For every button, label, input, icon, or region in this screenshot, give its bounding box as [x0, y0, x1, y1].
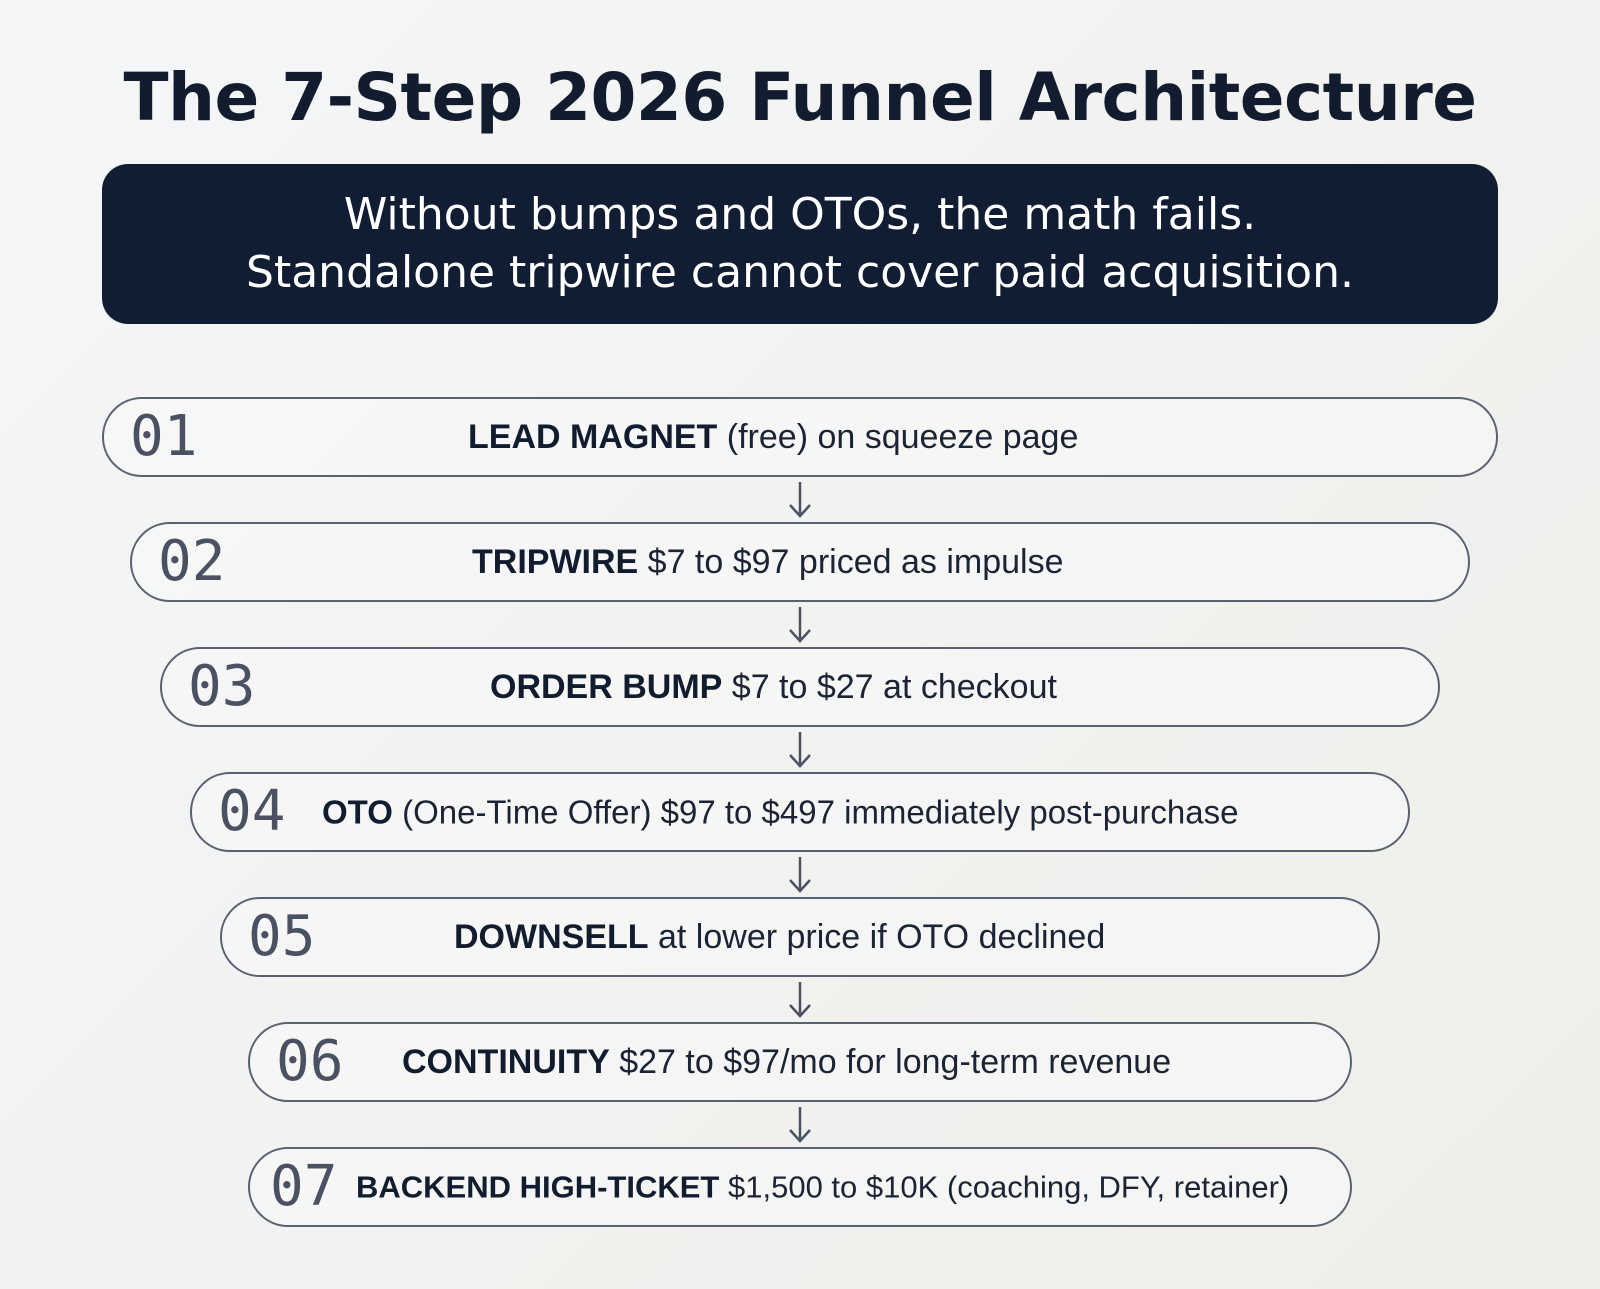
step-text: [472, 545, 1063, 579]
step-label: ORDER BUMP: [490, 668, 723, 706]
step-text: [490, 670, 1057, 704]
funnel-step-05: [220, 897, 1380, 977]
step-label: LEAD MAGNET: [468, 418, 718, 456]
page-title: The 7-Step 2026 Funnel Architecture: [123, 59, 1477, 136]
key-message-banner: [102, 164, 1498, 324]
step-detail: (One-Time Offer) $97 to $497 immediately post-purchase: [402, 793, 1239, 831]
step-detail: $1,500 to $10K (coaching, DFY, retainer): [728, 1169, 1290, 1205]
step-text: [322, 793, 1239, 831]
funnel-step-02: [130, 522, 1470, 602]
step-number: 04: [218, 779, 286, 844]
arrow-down-icon: [785, 605, 815, 645]
arrow-down-icon: [785, 730, 815, 770]
step-label: OTO: [322, 793, 393, 831]
step-label: BACKEND HIGH-TICKET: [356, 1169, 720, 1205]
banner-line-2: Standalone tripwire cannot cover paid acquisition.: [246, 247, 1354, 298]
step-text: [356, 1169, 1290, 1205]
funnel-step-07: [248, 1147, 1352, 1227]
step-detail: $27 to $97/mo for long-term revenue: [619, 1043, 1172, 1081]
step-number: 07: [270, 1154, 338, 1219]
step-number: 01: [130, 404, 198, 469]
banner-line-1: Without bumps and OTOs, the math fails.: [343, 189, 1257, 240]
step-detail: at lower price if OTO declined: [658, 918, 1106, 956]
funnel-step-04: [190, 772, 1410, 852]
step-text: [454, 920, 1105, 954]
step-label: TRIPWIRE: [472, 543, 639, 581]
step-label: CONTINUITY: [402, 1043, 610, 1081]
arrow-down-icon: [785, 480, 815, 520]
funnel-step-03: [160, 647, 1440, 727]
step-number: 03: [188, 654, 256, 719]
step-text: [468, 420, 1078, 454]
step-detail: $7 to $97 priced as impulse: [647, 543, 1064, 581]
step-text: [402, 1045, 1171, 1079]
funnel-step-06: [248, 1022, 1352, 1102]
arrow-down-icon: [785, 1105, 815, 1145]
step-number: 05: [248, 904, 316, 969]
step-number: 02: [158, 529, 226, 594]
funnel-step-01: [102, 397, 1498, 477]
step-label: DOWNSELL: [454, 918, 649, 956]
step-number: 06: [276, 1029, 344, 1094]
step-detail: $7 to $27 at checkout: [731, 668, 1057, 706]
arrow-down-icon: [785, 980, 815, 1020]
arrow-down-icon: [785, 855, 815, 895]
step-detail: (free) on squeeze page: [726, 418, 1079, 456]
